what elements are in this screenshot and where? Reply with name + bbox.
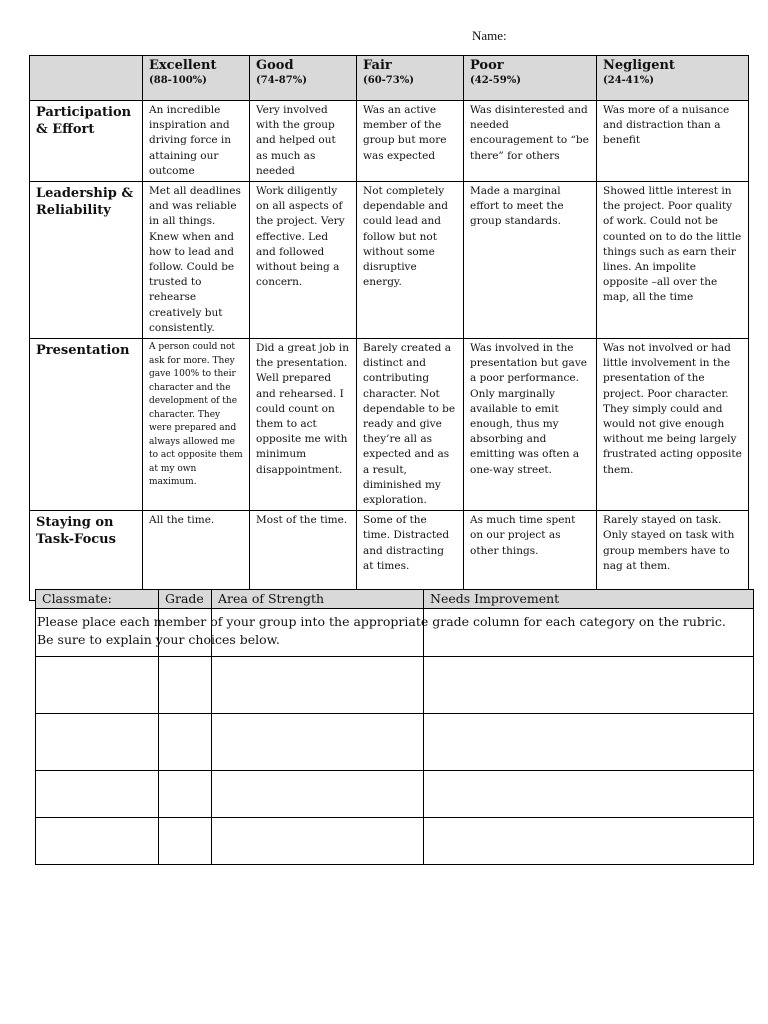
rubric-cell: An incredible inspiration and driving force in attaining our outcome xyxy=(143,101,250,182)
peer-row xyxy=(36,771,754,818)
improvement-cell[interactable] xyxy=(424,818,754,865)
improvement-cell[interactable] xyxy=(424,714,754,771)
criterion-label: Participation & Effort xyxy=(30,101,143,182)
grade-cell[interactable] xyxy=(159,609,212,657)
classmate-cell[interactable] xyxy=(36,771,159,818)
rubric-cell: Work diligently on all aspects of the project. Very effective. Led and followed without being a concern. xyxy=(250,182,357,339)
peer-row xyxy=(36,609,754,657)
rubric-cell: Not completely dependable and could lead and follow but not without some disruptive energy. xyxy=(357,182,464,339)
grade-cell[interactable] xyxy=(159,657,212,714)
grade-header: Grade xyxy=(159,590,212,609)
rubric-row-leadership xyxy=(30,182,749,339)
strength-cell[interactable] xyxy=(212,609,424,657)
rubric-cell: Was more of a nuisance and distraction than a benefit xyxy=(597,101,749,182)
rubric-row-focus xyxy=(30,511,749,601)
peer-evaluation-table xyxy=(35,589,754,865)
grade-cell[interactable] xyxy=(159,771,212,818)
level-header-negligent: Negligent (24-41%) xyxy=(597,56,749,101)
level-header-fair: Fair (60-73%) xyxy=(357,56,464,101)
peer-row xyxy=(36,818,754,865)
criterion-label: Staying on Task-Focus xyxy=(30,511,143,601)
classmate-cell[interactable] xyxy=(36,609,159,657)
strength-cell[interactable] xyxy=(212,714,424,771)
improvement-cell[interactable] xyxy=(424,771,754,818)
rubric-cell: Was an active member of the group but more was expected xyxy=(357,101,464,182)
rubric-cell: Very involved with the group and helped out as much as needed xyxy=(250,101,357,182)
rubric-table xyxy=(29,55,749,601)
rubric-row-presentation xyxy=(30,339,749,511)
rubric-cell: A person could not ask for more. They gave 100% to their character and the development of the character. They were prepared and always allowed me to act opposite them at my own maximum. xyxy=(143,339,250,511)
rubric-corner-cell xyxy=(30,56,143,101)
improvement-cell[interactable] xyxy=(424,657,754,714)
rubric-cell: Met all deadlines and was reliable in all things. Knew when and how to lead and follow. Could be trusted to rehearse creatively but consistently. xyxy=(143,182,250,339)
strength-header: Area of Strength xyxy=(212,590,424,609)
criterion-label: Presentation xyxy=(30,339,143,511)
rubric-cell: Some of the time. Distracted and distracting at times. xyxy=(357,511,464,601)
peer-row xyxy=(36,657,754,714)
improvement-cell[interactable] xyxy=(424,609,754,657)
rubric-header-row xyxy=(30,56,749,101)
peer-row xyxy=(36,714,754,771)
improvement-header: Needs Improvement xyxy=(424,590,754,609)
level-header-good: Good (74-87%) xyxy=(250,56,357,101)
rubric-cell: Made a marginal effort to meet the group standards. xyxy=(464,182,597,339)
rubric-cell: Most of the time. xyxy=(250,511,357,601)
rubric-cell: All the time. xyxy=(143,511,250,601)
rubric-cell: Did a great job in the presentation. Well prepared and rehearsed. I could count on them to act opposite me with minimum disappointment. xyxy=(250,339,357,511)
rubric-cell: Was involved in the presentation but gave a poor performance. Only marginally available to emit enough, thus my absorbing and emitting was often a one-way street. xyxy=(464,339,597,511)
strength-cell[interactable] xyxy=(212,771,424,818)
strength-cell[interactable] xyxy=(212,818,424,865)
rubric-cell: Barely created a distinct and contributing character. Not dependable to be ready and give they’re all as expected and as a result, diminished my exploration. xyxy=(357,339,464,511)
classmate-cell[interactable] xyxy=(36,657,159,714)
rubric-cell: As much time spent on our project as other things. xyxy=(464,511,597,601)
classmate-cell[interactable] xyxy=(36,818,159,865)
criterion-label: Leadership & Reliability xyxy=(30,182,143,339)
name-label: Name: xyxy=(472,28,507,43)
classmate-header: Classmate: xyxy=(36,590,159,609)
peer-header-row xyxy=(36,590,754,609)
rubric-cell: Rarely stayed on task. Only stayed on task with group members have to nag at them. xyxy=(597,511,749,601)
classmate-cell[interactable] xyxy=(36,714,159,771)
rubric-cell: Showed little interest in the project. Poor quality of work. Could not be counted on to do the little things such as earn their lines. An impolite opposite –all over the map, all the time xyxy=(597,182,749,339)
rubric-cell: Was disinterested and needed encouragement to “be there” for others xyxy=(464,101,597,182)
instruction-text: Please place each member of your group into the appropriate grade column for each category on the rubric. Be sure to explain your choices below. xyxy=(37,614,726,647)
strength-cell[interactable] xyxy=(212,657,424,714)
rubric-cell: Was not involved or had little involvement in the presentation of the project. Poor character. They simply could and would not give enough without me being largely frustrated acting opposite them. xyxy=(597,339,749,511)
grade-cell[interactable] xyxy=(159,818,212,865)
level-header-poor: Poor (42-59%) xyxy=(464,56,597,101)
rubric-row-participation xyxy=(30,101,749,182)
level-header-excellent: Excellent (88-100%) xyxy=(143,56,250,101)
grade-cell[interactable] xyxy=(159,714,212,771)
